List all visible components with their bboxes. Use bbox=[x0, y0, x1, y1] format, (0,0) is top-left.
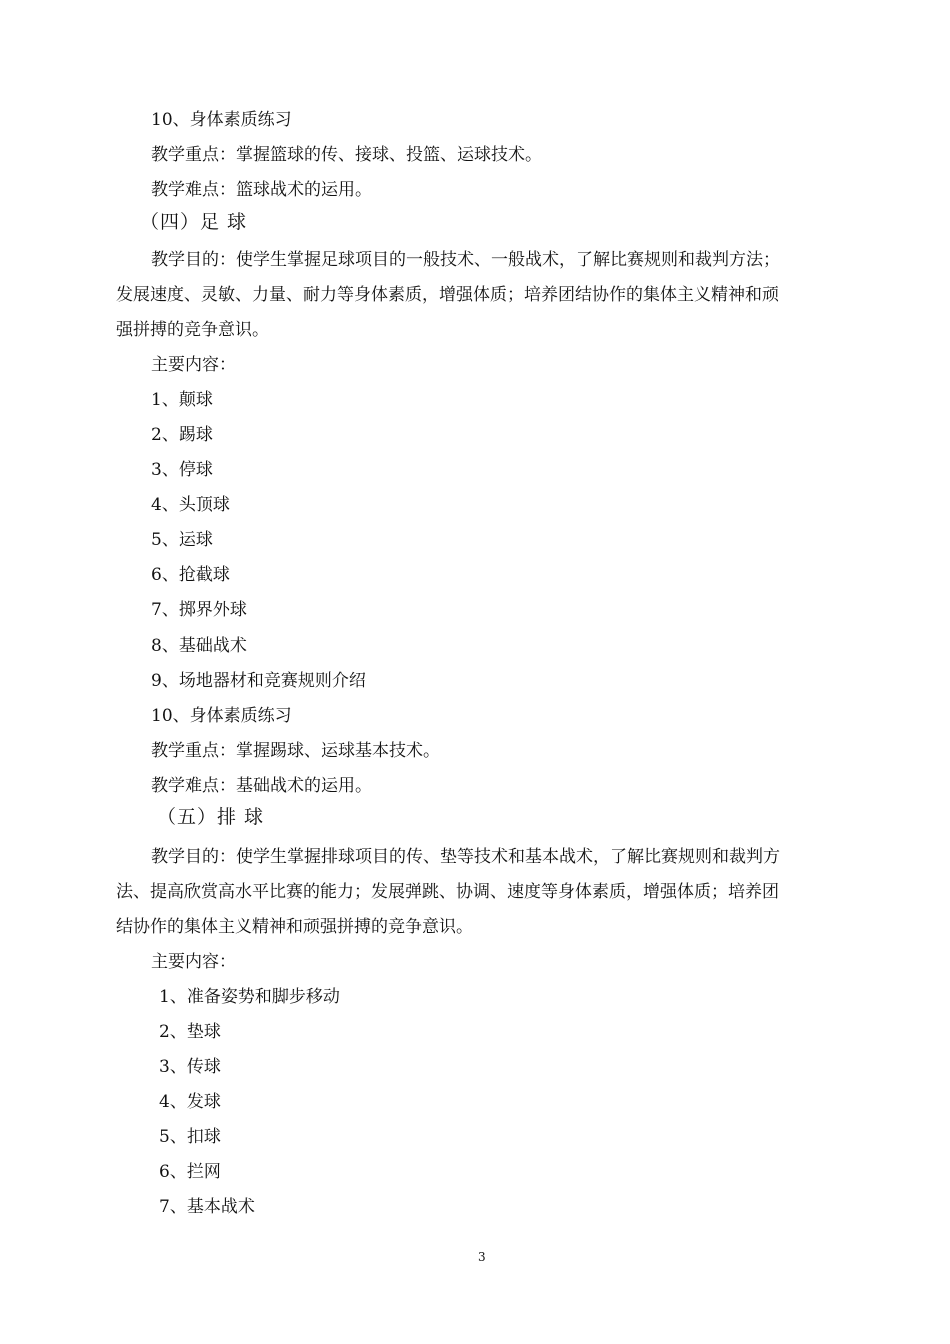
text-line: 10、身体素质练习 bbox=[151, 110, 292, 130]
text-line: 主要内容： bbox=[151, 355, 236, 375]
list-item: 9、场地器材和竞赛规则介绍 bbox=[151, 671, 366, 691]
section-heading: （四）足 球 bbox=[140, 211, 248, 233]
text-line: 教学目的：使学生掌握排球项目的传、垫等技术和基本战术，了解比赛规则和裁判方 bbox=[151, 847, 780, 867]
list-item: 4、头顶球 bbox=[151, 495, 230, 515]
list-item: 5、运球 bbox=[151, 530, 213, 550]
list-item: 1、准备姿势和脚步移动 bbox=[159, 987, 340, 1007]
text-line: 教学难点：篮球战术的运用。 bbox=[151, 180, 372, 200]
text-line: 教学重点：掌握篮球的传、接球、投篮、运球技术。 bbox=[151, 145, 542, 165]
text-line: 主要内容： bbox=[151, 952, 236, 972]
list-item: 6、抢截球 bbox=[151, 565, 230, 585]
list-item: 2、垫球 bbox=[159, 1022, 221, 1042]
list-item: 1、颠球 bbox=[151, 390, 213, 410]
list-item: 3、停球 bbox=[151, 460, 213, 480]
text-line: 教学重点：掌握踢球、运球基本技术。 bbox=[151, 741, 440, 761]
list-item: 3、传球 bbox=[159, 1057, 221, 1077]
text-line: 法、提高欣赏高水平比赛的能力；发展弹跳、协调、速度等身体素质，增强体质；培养团 bbox=[116, 882, 779, 902]
list-item: 4、发球 bbox=[159, 1092, 221, 1112]
list-item: 5、扣球 bbox=[159, 1127, 221, 1147]
list-item: 10、身体素质练习 bbox=[151, 706, 292, 726]
text-line: 教学目的：使学生掌握足球项目的一般技术、一般战术，了解比赛规则和裁判方法； bbox=[151, 250, 780, 270]
text-line: 发展速度、灵敏、力量、耐力等身体素质，增强体质；培养团结协作的集体主义精神和顽 bbox=[116, 285, 779, 305]
page-number: 3 bbox=[478, 1250, 486, 1264]
list-item: 2、踢球 bbox=[151, 425, 213, 445]
text-line: 强拼搏的竞争意识。 bbox=[116, 320, 269, 340]
list-item: 6、拦网 bbox=[159, 1162, 221, 1182]
list-item: 7、基本战术 bbox=[159, 1197, 255, 1217]
text-line: 教学难点：基础战术的运用。 bbox=[151, 776, 372, 796]
text-line: 结协作的集体主义精神和顽强拼搏的竞争意识。 bbox=[116, 917, 473, 937]
list-item: 7、掷界外球 bbox=[151, 600, 247, 620]
section-heading: （五）排 球 bbox=[157, 806, 265, 828]
list-item: 8、基础战术 bbox=[151, 636, 247, 656]
